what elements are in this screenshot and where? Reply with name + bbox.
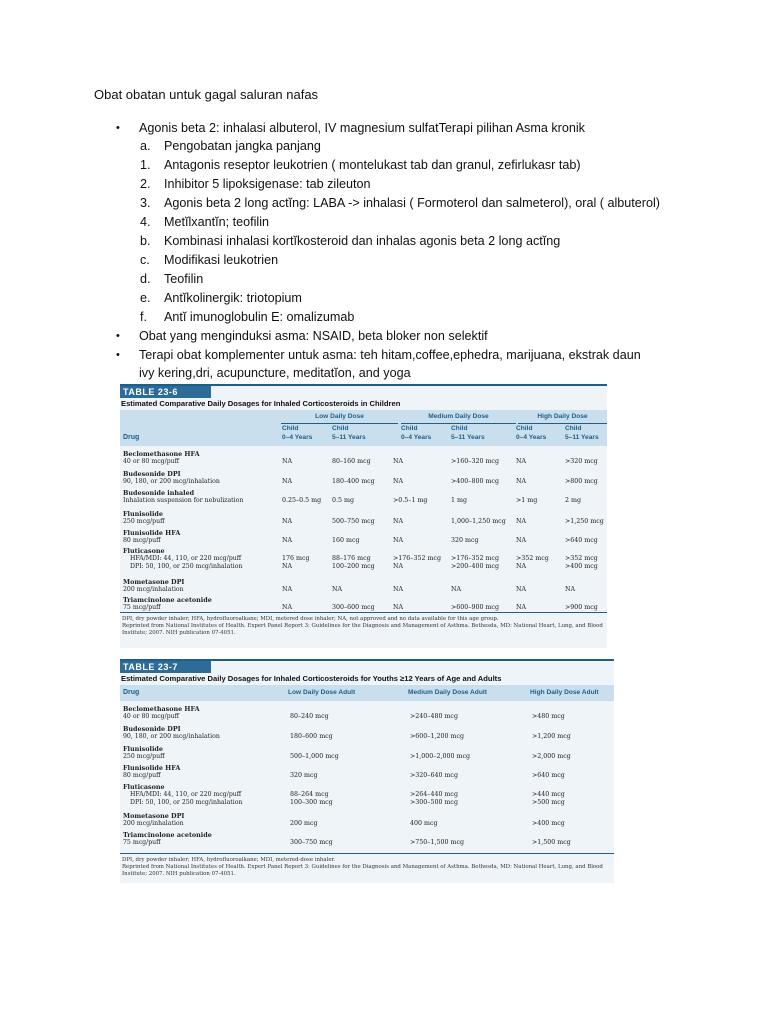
table-cell: >2,000 mcg: [532, 753, 571, 760]
table-cell: NA: [516, 478, 527, 485]
column-group-header: Medium Daily Dose: [428, 413, 489, 420]
table-cell: NA: [565, 586, 576, 593]
table-cell: 80–240 mcg: [290, 713, 329, 720]
drug-form: 80 mcg/puff: [123, 537, 161, 544]
table-cell: NA: [282, 518, 293, 525]
drug-form: 40 or 80 mcg/puff: [123, 713, 180, 720]
drug-form: 75 mcg/puff: [123, 839, 161, 846]
table-cell: >800 mcg: [565, 478, 598, 485]
table-cell: 160 mcg: [332, 537, 360, 544]
table-cell: 0.5 mg: [332, 497, 355, 504]
list-item-text: Modifikasi leukotrien: [164, 253, 279, 267]
table-cell: >176–352 mcg: [451, 555, 499, 562]
footnote-line: Institute; 2007. NIH publication 07-4051.: [122, 871, 236, 877]
table-cell: 300–600 mcg: [332, 604, 375, 611]
footnote-line: DPI, dry powder inhaler; HFA, hydrofluoroalkane; MDI, metered dose inhaler; NA, not approved and no data available for this age group.: [122, 616, 499, 622]
table-cell: >320 mcg: [565, 458, 598, 465]
table-cell: NA: [516, 563, 527, 570]
list-marker: 3.: [140, 196, 151, 210]
table-cell: 2 mg: [565, 497, 582, 504]
column-header: Low Daily Dose Adult: [288, 689, 356, 696]
column-subheader: Child: [516, 425, 533, 432]
table-cell: NA: [393, 537, 404, 544]
drug-name: Flunisolide HFA: [123, 764, 181, 772]
table-cell: >400 mcg: [532, 820, 565, 827]
table-caption: Estimated Comparative Daily Dosages for Inhaled Corticosteroids in Children: [121, 399, 401, 408]
table-footnote: [122, 857, 612, 878]
table-label: TABLE 23-7: [120, 661, 211, 673]
table-cell: NA: [451, 586, 462, 593]
table-cell: 1 mg: [451, 497, 468, 504]
drug-name: Triamcinolone acetonide: [123, 596, 212, 604]
drug-name: Flunisolide: [123, 510, 163, 518]
list-marker: 1.: [140, 158, 151, 172]
list-item: [0, 289, 768, 307]
table-cell: NA: [282, 458, 293, 465]
table-cell: 100–200 mcg: [332, 563, 375, 570]
table-cell: NA: [393, 563, 404, 570]
list-item: [0, 346, 768, 380]
list-marker: b.: [140, 234, 151, 248]
table-cell: NA: [516, 604, 527, 611]
column-subheader: Child: [451, 425, 468, 432]
table-cell: >160–320 mcg: [451, 458, 499, 465]
table-cell: 180–400 mcg: [332, 478, 375, 485]
table-divider: [120, 853, 614, 854]
column-subheader: 0–4 Years: [401, 434, 432, 441]
table-cell: >600–900 mcg: [451, 604, 499, 611]
list-item: [0, 270, 768, 288]
list-item: [0, 213, 768, 231]
table-cell: 80–160 mcg: [332, 458, 371, 465]
list-item: [0, 137, 768, 155]
table-23-6: [120, 384, 607, 648]
list-item-text: Antagonis reseptor leukotrien ( montelukast tab dan granul, zefirlukasr tab): [164, 158, 581, 172]
column-group-header: High Daily Dose: [537, 413, 588, 420]
column-subheader: 0–4 Years: [282, 434, 313, 441]
table-cell: >640 mcg: [532, 772, 565, 779]
table-cell: NA: [282, 478, 293, 485]
footnote-line: Reprinted from National Institutes of Health. Expert Panel Report 3: Guidelines for the Diagnosis and Management of Asthma. Bethesda, MD: National Heart, Lung, and Blood: [122, 623, 603, 629]
column-header: Medium Daily Dose Adult: [408, 689, 487, 696]
list-item-text: Agonis beta 2: inhalasi albuterol, IV magnesium sulfatTerapi pilihan Asma kronik: [139, 121, 585, 135]
table-cell: 100–300 mcg: [290, 799, 333, 806]
drug-form: 75 mcg/puff: [123, 604, 161, 611]
table-cell: >1,200 mcg: [532, 733, 571, 740]
list-marker: c.: [140, 253, 150, 267]
table-cell: >600–1,200 mcg: [410, 733, 465, 740]
table-cell: >200–400 mcg: [451, 563, 499, 570]
drug-name: Flunisolide HFA: [123, 529, 181, 537]
column-subheader: 5–11 Years: [451, 434, 485, 441]
table-cell: 88–176 mcg: [332, 555, 371, 562]
table-cell: 500–1,000 mcg: [290, 753, 339, 760]
table-cell: NA: [282, 537, 293, 544]
table-cell: >480 mcg: [532, 713, 565, 720]
list-item-text: Metĭlxantĭn; teofilin: [164, 215, 269, 229]
drug-name: Triamcinolone acetonide: [123, 831, 212, 839]
table-label: TABLE 23-6: [120, 386, 211, 398]
column-header-drug: Drug: [123, 434, 140, 441]
table-divider: [120, 612, 607, 613]
drug-form: HFA/MDI: 44, 110, or 220 mcg/puff: [130, 555, 242, 562]
table-cell: 0.25–0.5 mg: [282, 497, 322, 504]
table-cell: NA: [282, 586, 293, 593]
column-subheader: 5–11 Years: [332, 434, 366, 441]
drug-form: DPI: 50, 100, or 250 mcg/inhalation: [130, 563, 243, 570]
table-cell: >900 mcg: [565, 604, 598, 611]
table-cell: 1,000–1,250 mcg: [451, 518, 506, 525]
list-marker: 4.: [140, 215, 151, 229]
table-footnote: [122, 616, 605, 637]
drug-name: Beclomethasone HFA: [123, 705, 200, 713]
table-cell: >1,500 mcg: [532, 839, 571, 846]
column-subheader: Child: [565, 425, 582, 432]
table-cell: NA: [393, 518, 404, 525]
drug-form: 40 or 80 mcg/puff: [123, 458, 180, 465]
table-cell: >0.5–1 mg: [393, 497, 428, 504]
bullet-marker: •: [116, 330, 120, 342]
table-cell: NA: [282, 563, 293, 570]
drug-name: Budesonide DPI: [123, 470, 181, 478]
drug-form: 90, 180, or 200 mcg/inhalation: [123, 478, 220, 485]
table-cell: >500 mcg: [532, 799, 565, 806]
table-cell: >352 mcg: [516, 555, 549, 562]
table-cell: >750–1,500 mcg: [410, 839, 465, 846]
list-item-text: Kombinasi inhalasi kortĭkosteroid dan inhalas agonis beta 2 long actĭng: [164, 234, 561, 248]
table-caption: Estimated Comparative Daily Dosages for Inhaled Corticosteroids for Youths ≥12 Years of Age and Adults: [121, 674, 502, 683]
list-item: [0, 175, 768, 193]
table-cell: NA: [393, 478, 404, 485]
drug-name: Budesonide inhaled: [123, 489, 195, 497]
table-cell: >440 mcg: [532, 791, 565, 798]
list-item: [0, 156, 768, 174]
drug-form: 90, 180, or 200 mcg/inhalation: [123, 733, 220, 740]
column-group-header: Low Daily Dose: [315, 413, 364, 420]
drug-name: Beclomethasone HFA: [123, 450, 200, 458]
drug-name: Budesonide DPI: [123, 725, 181, 733]
header-divider: [518, 423, 607, 424]
table-cell: NA: [393, 586, 404, 593]
drug-form: DPI: 50, 100, or 250 mcg/inhalation: [130, 799, 243, 806]
table-cell: >1,000–2,000 mcg: [410, 753, 471, 760]
drug-form: HFA/MDI: 44, 110, or 220 mcg/puff: [130, 791, 242, 798]
footnote-line: Reprinted from National Institutes of Health. Expert Panel Report 3: Guidelines for the Diagnosis and Management of Asthma. Bethesda, MD: National Heart, Lung, and Blood: [122, 864, 603, 870]
table-cell: >352 mcg: [565, 555, 598, 562]
drug-form: 80 mcg/puff: [123, 772, 161, 779]
table-cell: NA: [516, 518, 527, 525]
page-title: Obat obatan untuk gagal saluran nafas: [94, 87, 319, 102]
table-header: [120, 410, 607, 446]
list-marker: a.: [140, 139, 151, 153]
table-cell: 200 mcg: [290, 820, 318, 827]
table-cell: NA: [393, 604, 404, 611]
drug-name: Fluticasone: [123, 783, 165, 791]
column-header: High Daily Dose Adult: [530, 689, 599, 696]
column-subheader: 5–11 Years: [565, 434, 599, 441]
list-item-text: Agonis beta 2 long actĭng: LABA -> inhalasi ( Formoterol dan salmeterol), oral ( albuterol): [164, 196, 660, 210]
table-23-7: [120, 659, 614, 883]
table-cell: 500–750 mcg: [332, 518, 375, 525]
table-cell: >400–800 mcg: [451, 478, 499, 485]
list-item-text: Terapi obat komplementer untuk asma: teh hitam,coffee,ephedra, marijuana, ekstrak daun: [139, 348, 641, 362]
list-item: [0, 327, 768, 345]
table-cell: 180–600 mcg: [290, 733, 333, 740]
footnote-line: Institute; 2007. NIH publication 07-4051.: [122, 630, 236, 636]
drug-form: 250 mcg/puff: [123, 518, 165, 525]
drug-form: 250 mcg/puff: [123, 753, 165, 760]
drug-form: 200 mcg/inhalation: [123, 820, 184, 827]
list-item: [0, 119, 768, 137]
table-cell: NA: [516, 458, 527, 465]
table-cell: >240–480 mcg: [410, 713, 458, 720]
footnote-line: DPI, dry powder inhaler; HFA, hydrofluoroalkane; MDI, metered-dose inhaler.: [122, 857, 336, 863]
list-item-text: Antĭkolinergik: triotopium: [164, 291, 302, 305]
list-marker: e.: [140, 291, 151, 305]
table-cell: 176 mcg: [282, 555, 310, 562]
header-divider: [281, 423, 398, 424]
list-marker: f.: [140, 310, 147, 324]
table-cell: 320 mcg: [451, 537, 479, 544]
column-subheader: Child: [401, 425, 418, 432]
column-subheader: 0–4 Years: [516, 434, 547, 441]
bullet-marker: •: [116, 122, 120, 134]
column-header: Drug: [123, 689, 140, 696]
table-cell: NA: [393, 458, 404, 465]
drug-name: Flunisolide: [123, 745, 163, 753]
drug-name: Mometasone DPI: [123, 578, 185, 586]
drug-name: Fluticasone: [123, 547, 165, 555]
list-item-text-continued: ivy kering,dri, acupuncture, meditatĭon, and yoga: [139, 366, 411, 380]
list-item: [0, 194, 768, 212]
table-cell: >640 mcg: [565, 537, 598, 544]
list-item-text: Teofilin: [164, 272, 204, 286]
table-cell: 300–750 mcg: [290, 839, 333, 846]
list-item-text: Obat yang menginduksi asma: NSAID, beta bloker non selektif: [139, 329, 488, 343]
list-item: [0, 251, 768, 269]
header-divider: [401, 423, 516, 424]
table-cell: >264–440 mcg: [410, 791, 458, 798]
table-header: [120, 685, 614, 701]
table-cell: 88–264 mcg: [290, 791, 329, 798]
table-cell: NA: [516, 537, 527, 544]
list-item-text: Antĭ imunoglobulin E: omalizumab: [164, 310, 355, 324]
table-cell: >1 mg: [516, 497, 538, 504]
table-cell: >400 mcg: [565, 563, 598, 570]
table-cell: >1,250 mcg: [565, 518, 604, 525]
list-marker: 2.: [140, 177, 151, 191]
bullet-marker: •: [116, 349, 120, 361]
drug-form: Inhalation suspension for nebulization: [123, 497, 244, 504]
table-cell: NA: [516, 586, 527, 593]
list-item: [0, 232, 768, 250]
list-marker: d.: [140, 272, 151, 286]
list-item: [0, 308, 768, 326]
table-cell: >300–500 mcg: [410, 799, 458, 806]
table-cell: NA: [332, 586, 343, 593]
table-cell: NA: [282, 604, 293, 611]
column-subheader: Child: [332, 425, 349, 432]
drug-form: 200 mcg/inhalation: [123, 586, 184, 593]
drug-name: Mometasone DPI: [123, 812, 185, 820]
list-item-text: Inhibitor 5 lipoksigenase: tab zileuton: [164, 177, 371, 191]
table-cell: 400 mcg: [410, 820, 438, 827]
table-cell: >176–352 mcg: [393, 555, 441, 562]
column-subheader: Child: [282, 425, 299, 432]
table-cell: 320 mcg: [290, 772, 318, 779]
table-cell: >320–640 mcg: [410, 772, 458, 779]
list-item-text: Pengobatan jangka panjang: [164, 139, 321, 153]
